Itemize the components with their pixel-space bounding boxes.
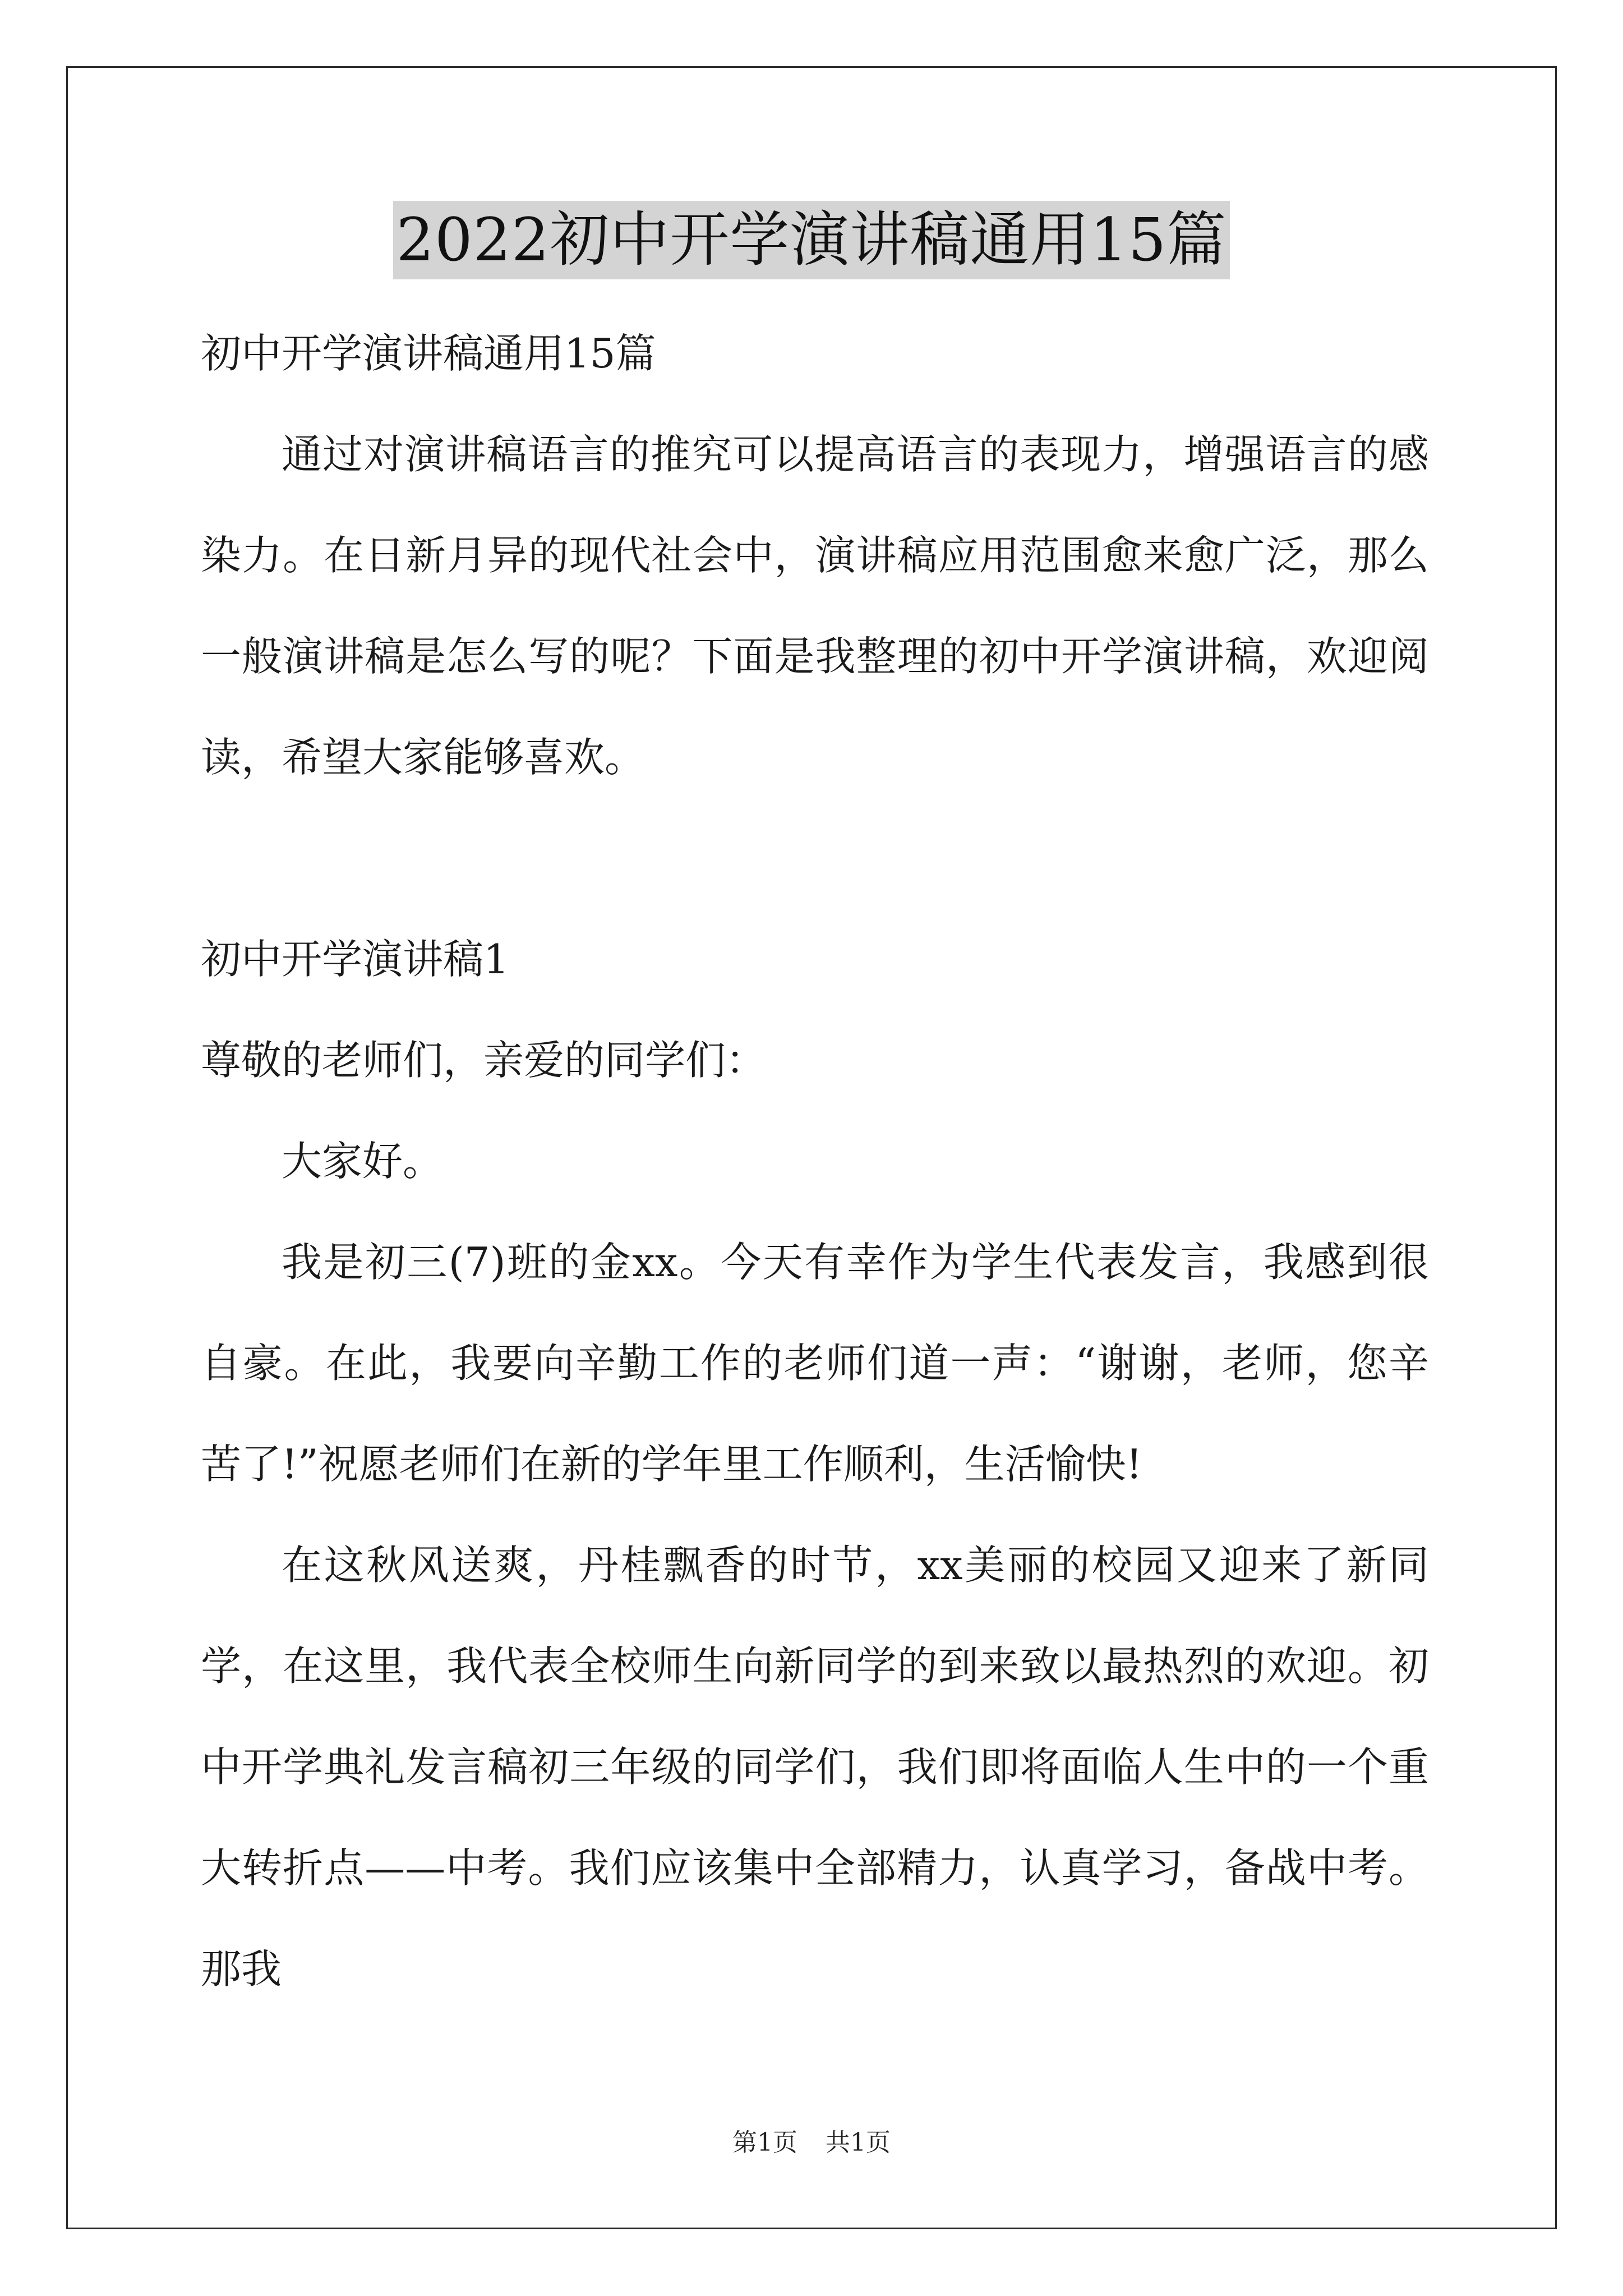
intro-paragraph: 通过对演讲稿语言的推究可以提高语言的表现力，增强语言的感染力。在日新月异的现代社会中，演讲稿应用范围愈来愈广泛，那么一般演讲稿是怎么写的呢？下面是我整理的初中开学演讲稿，欢迎阅读，希望大家能够喜欢。	[201, 431, 1429, 781]
title-container	[0, 201, 1623, 279]
greeting: 大家好。	[282, 1138, 444, 1185]
page-footer	[0, 2126, 1623, 2160]
section-heading: 初中开学演讲稿1	[201, 936, 509, 983]
page-number: 第1页	[732, 2128, 797, 2157]
body-paragraph-2: 在这秋风送爽，丹桂飘香的时节，xx美丽的校园又迎来了新同学，在这里，我代表全校师生向新同学的到来致以最热烈的欢迎。初中开学典礼发言稿初三年级的同学们，我们即将面临人生中的一个重大转折点——中考。我们应该集中全部精力，认真学习，备战中考。那我	[201, 1542, 1429, 1993]
salutation: 尊敬的老师们，亲爱的同学们：	[201, 1037, 767, 1084]
body-paragraph-1: 我是初三(7)班的金xx。今天有幸作为学生代表发言，我感到很自豪。在此，我要向辛勤工作的老师们道一声：“谢谢，老师，您辛苦了!”祝愿老师们在新的学年里工作顺利，生活愉快!	[201, 1239, 1429, 1488]
document-body	[201, 303, 1429, 2019]
document-subtitle: 初中开学演讲稿通用15篇	[201, 330, 656, 377]
document-title: 2022初中开学演讲稿通用15篇	[393, 201, 1230, 279]
page-count: 共1页	[826, 2128, 891, 2157]
